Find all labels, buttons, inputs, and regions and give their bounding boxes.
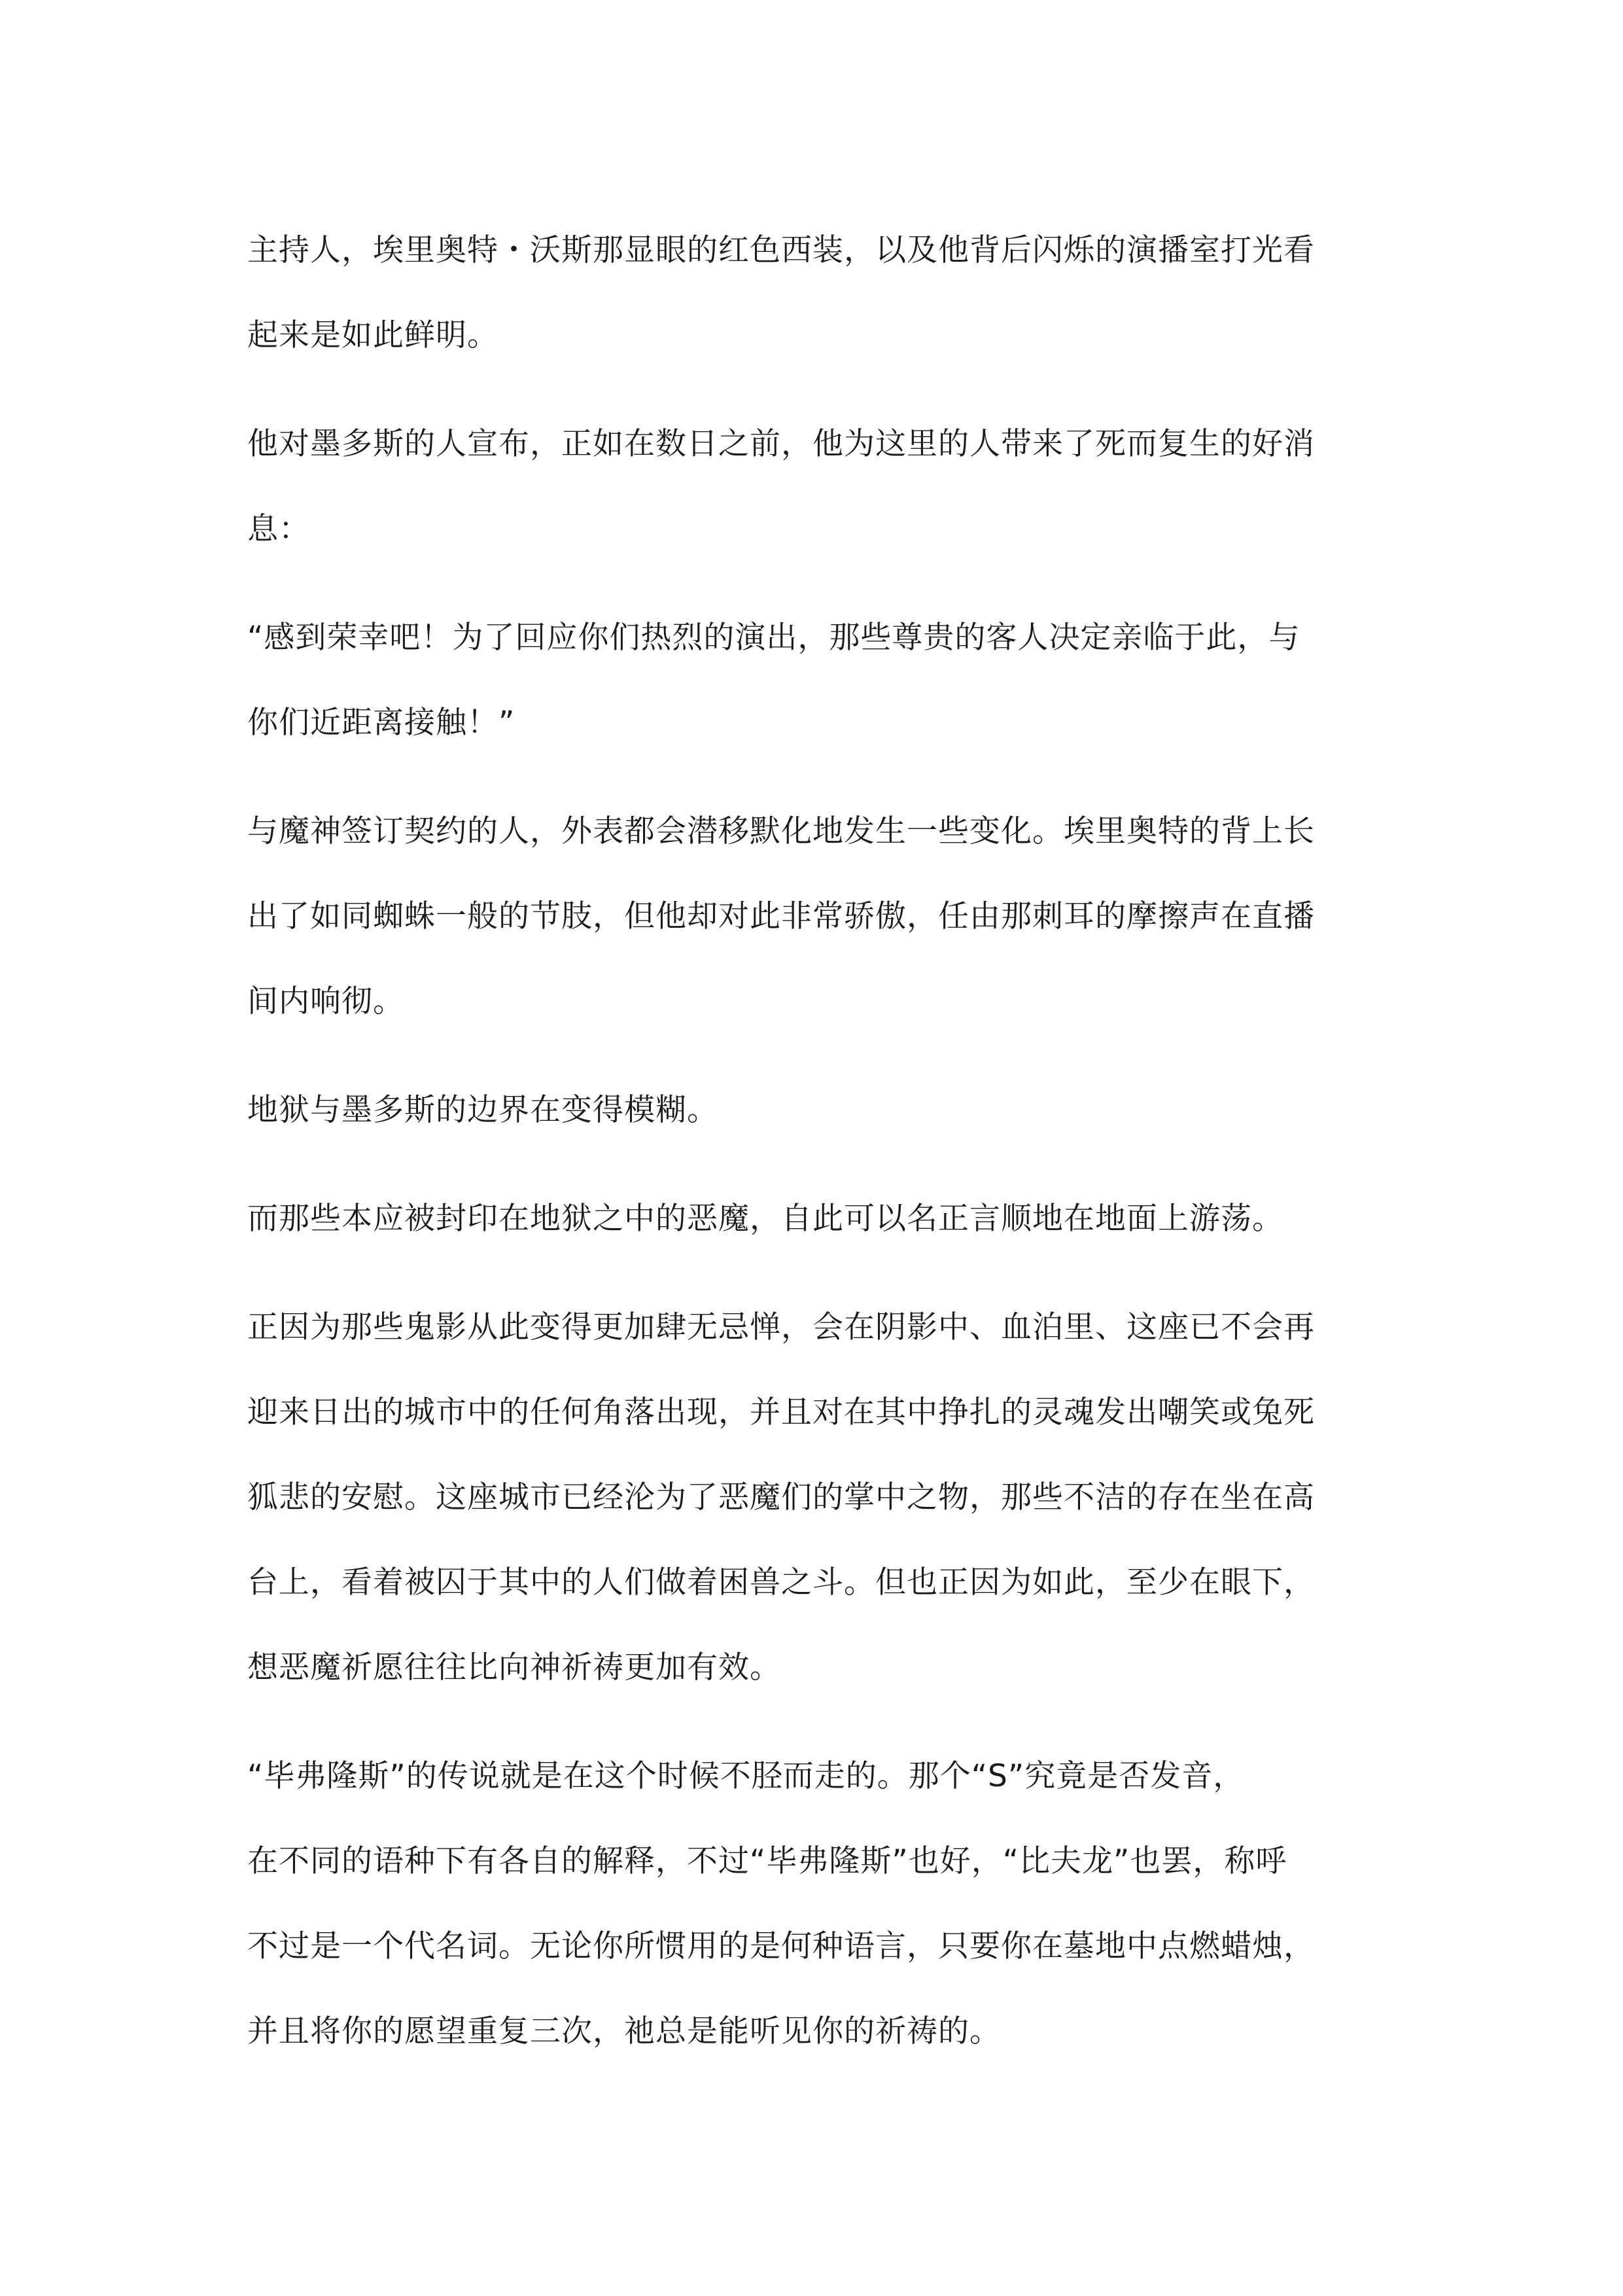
text-line: 起来是如此鲜明。 [247,317,498,353]
text-line: 而那些本应被封印在地狱之中的恶魔，自此可以名正言顺地在地面上游荡。 [247,1201,1283,1237]
text-line: 狐悲的安慰。这座城市已经沦为了恶魔们的掌中之物，那些不洁的存在坐在高 [247,1479,1315,1515]
paragraph [247,1734,1399,2074]
paragraph [247,208,1399,378]
text-line: 与魔神签订契约的人，外表都会潜移默化地发生一些变化。埃里奥特的背上长 [247,813,1315,849]
text-line: 你们近距离接触！” [247,705,515,741]
text-line: 台上，看着被囚于其中的人们做着困兽之斗。但也正因为如此，至少在眼下， [247,1564,1315,1600]
text-line: 他对墨多斯的人宣布，正如在数日之前，他为这里的人带来了死而复生的好消 [247,426,1315,462]
text-line: 想恶魔祈愿往往比向神祈祷更加有效。 [247,1650,781,1686]
text-line: 正因为那些鬼影从此变得更加肆无忌惮，会在阴影中、血泊里、这座已不会再 [247,1309,1315,1345]
paragraph [247,1068,1399,1153]
paragraph [247,1285,1399,1710]
text-line: 迎来日出的城市中的任何角落出现，并且对在其中挣扎的灵魂发出嘲笑或兔死 [247,1394,1315,1430]
text-line: 出了如同蜘蛛一般的节肢，但他却对此非常骄傲，任由那刺耳的摩擦声在直播 [247,898,1315,934]
text-line: 在不同的语种下有各自的解释，不过“毕弗隆斯”也好，“比夫龙”也罢，称呼 [247,1843,1287,1879]
text-line: 并且将你的愿望重复三次，祂总是能听见你的祈祷的。 [247,2013,1001,2049]
paragraph [247,1176,1399,1262]
paragraph [247,595,1399,766]
text-line: 主持人，埃里奥特・沃斯那显眼的红色西装，以及他背后闪烁的演播室打光看 [247,232,1315,268]
text-body [247,208,1399,2098]
text-line: “感到荣幸吧！为了回应你们热烈的演出，那些尊贵的客人决定亲临于此，与 [247,620,1300,656]
text-line: 地狱与墨多斯的边界在变得模糊。 [247,1092,718,1128]
text-line: 息： [247,511,310,547]
text-line: 不过是一个代名词。无论你所惯用的是何种语言，只要你在墓地中点燃蜡烛， [247,1928,1315,1964]
text-line: 间内响彻。 [247,983,404,1019]
paragraph [247,402,1399,572]
paragraph [247,789,1399,1044]
text-line: “毕弗隆斯”的传说就是在这个时候不胫而走的。那个“S”究竟是否发音， [247,1758,1245,1794]
